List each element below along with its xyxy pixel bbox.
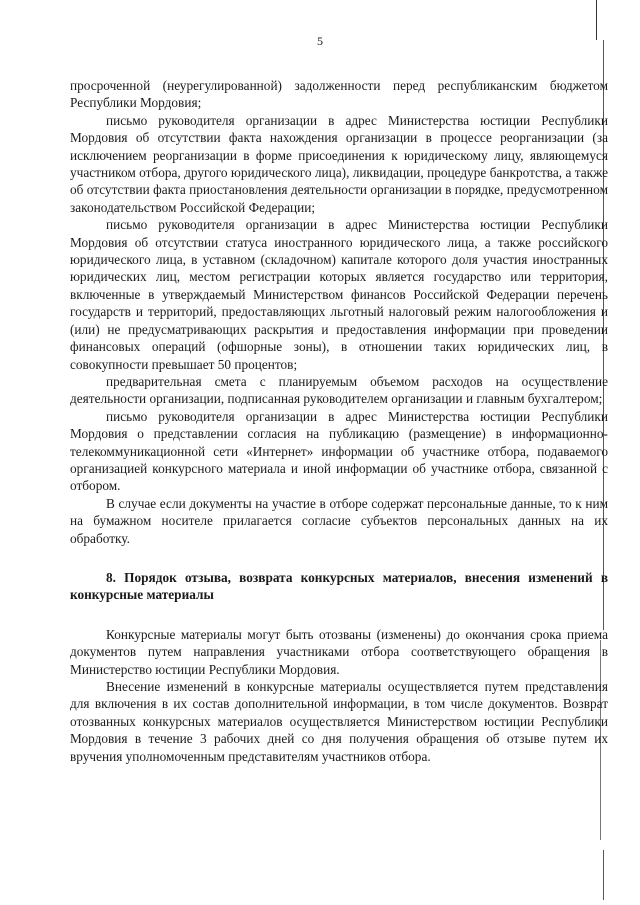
scan-artifact-line — [596, 0, 597, 40]
paragraph: Внесение изменений в конкурсные материалы осуществляется путем представления для включения в их состав дополнительной информации, в том числе документов. Возврат отозванных конкурсных материалов осуществляется Министерством юстиции Республики Мордовия в течение 3 рабочих дней со дня получения обращения об отзыве путем их вручения уполномоченным представителям участников отбора. — [70, 679, 608, 764]
paragraph: Конкурсные материалы могут быть отозваны (изменены) до окончания срока приема документов путем направления участниками отбора соответствующего обращения в Министерство юстиции Республики Мордовия. — [70, 626, 608, 677]
paragraph: письмо руководителя организации в адрес Министерства юстиции Республики Мордовия об отсутствии факта нахождения организации в процессе реорганизации (за исключением реорганизации в форме присоединения к юридическому лицу, являющемуся участником отбора, другого юридического лица), ликвидации, процедуре банкротства, а также об отсутствии факта приостановления деятельности организации в порядке, предусмотренном законодательством Российской Федерации; — [70, 112, 608, 215]
document-body — [70, 77, 608, 765]
scan-artifact-line — [603, 850, 604, 900]
section-heading: 8. Порядок отзыва, возврата конкурсных материалов, внесения изменений в конкурсные материалы — [70, 569, 608, 603]
paragraph: В случае если документы на участие в отборе содержат персональные данные, то к ним на бумажном носителе прилагается согласие субъектов персональных данных на их обработку. — [70, 495, 608, 546]
paragraph: предварительная смета с планируемым объемом расходов на осуществление деятельности организации, подписанная руководителем организации и главным бухгалтером; — [70, 373, 608, 407]
paragraph: письмо руководителя организации в адрес Министерства юстиции Республики Мордовия об отсутствии статуса иностранного юридического лица, а также российского юридического лица, в уставном (складочном) капитале которого доля участия иностранных юридических лиц, местом регистрации которых является государство или территория, включенные в утверждаемый Министерством финансов Российской Федерации перечень государств и территорий, предоставляющих льготный налоговый режим налогообложения и (или) не предусматривающих раскрытия и предоставления информации при проведении финансовых операций (офшорные зоны), в отношении таких юридических лиц, в совокупности превышает 50 процентов; — [70, 217, 608, 372]
page-number: 5 — [317, 34, 323, 48]
paragraph: письмо руководителя организации в адрес Министерства юстиции Республики Мордовия о представлении согласия на публикацию (размещение) в информационно-телекоммуникационной сети «Интернет» информации об участнике отбора, подаваемого организацией конкурсного материала и иной информации об участнике отбора, связанной с отбором. — [70, 408, 608, 494]
paragraph: просроченной (неурегулированной) задолженности перед республиканским бюджетом Республики Мордовия; — [70, 78, 608, 111]
